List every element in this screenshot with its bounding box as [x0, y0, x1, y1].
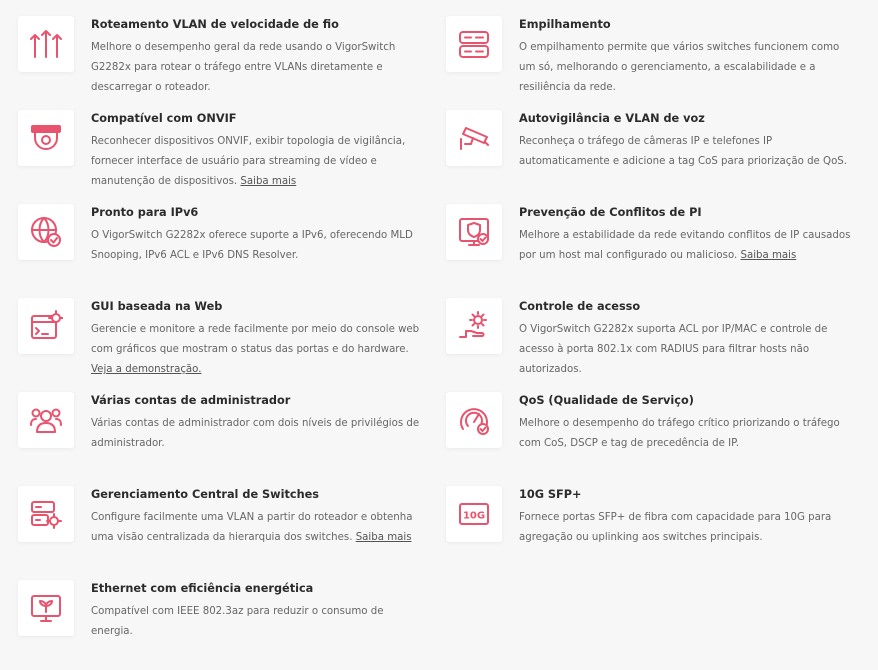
feature-vlan-routing: [18, 16, 428, 106]
description-text: Configure facilmente uma VLAN a partir do roteador e obtenha uma visão centralizada da hierarquia dos switches.: [91, 512, 413, 543]
feature-title: Autovigilância e VLAN de voz: [519, 112, 705, 125]
feature-icon-box: [446, 298, 502, 354]
description-text: Melhore a estabilidade da rede evitando conflitos de IP causados por um host mal configurado ou malicioso.: [519, 230, 851, 261]
feature-title: Pronto para IPv6: [91, 206, 199, 219]
feature-auto-vlan: [446, 110, 856, 200]
globe-check-icon: [29, 215, 63, 249]
feature-description: Compatível com IEEE 802.3az para reduzir o consumo de energia.: [91, 606, 384, 637]
feature-ipv6: [18, 204, 428, 294]
feature-icon-box: [18, 298, 74, 354]
feature-multi-admin: [18, 392, 428, 482]
feature-description: Melhore o desempenho geral da rede usando o VigorSwitch G2282x para rotear o tráfego entre VLANs diretamente e descarregar o roteador.: [91, 42, 396, 93]
description-text: Reconhecer dispositivos ONVIF, exibir topologia de vigilância, fornecer interface de usuário para streaming de vídeo e manutenção de dispositivos.: [91, 136, 406, 187]
learn-more-link[interactable]: Saiba mais: [240, 176, 297, 187]
feature-qos: [446, 392, 856, 482]
feature-description: O VigorSwitch G2282x suporta ACL por IP/MAC e controle de acesso à porta 802.1x com RADIUS para filtrar hosts não autorizados.: [519, 324, 828, 375]
feature-title: Compatível com ONVIF: [91, 112, 237, 125]
feature-title: Ethernet com eficiência energética: [91, 582, 314, 595]
feature-onvif: [18, 110, 428, 200]
feature-description: [519, 226, 854, 266]
feature-description: Melhore o desempenho do tráfego crítico priorizando o tráfego com CoS, DSCP e tag de precedência de IP.: [519, 418, 840, 449]
feature-title: Roteamento VLAN de velocidade de fio: [91, 18, 339, 31]
gauge-check-icon: [457, 403, 491, 437]
shield-monitor-icon: [457, 215, 491, 249]
feature-ip-conflict: [446, 204, 856, 294]
feature-energy: [18, 580, 428, 670]
server-stack-icon: [457, 27, 491, 61]
arrows-up-icon: [29, 27, 63, 61]
feature-stacking: [446, 16, 856, 106]
feature-title: Controle de acesso: [519, 300, 641, 313]
feature-icon-box: [446, 110, 502, 166]
feature-title: GUI baseada na Web: [91, 300, 223, 313]
feature-icon-box: [18, 110, 74, 166]
feature-central-mgmt: [18, 486, 428, 576]
feature-icon-box: [18, 392, 74, 448]
learn-more-link[interactable]: Saiba mais: [355, 532, 412, 543]
eco-monitor-icon: [29, 591, 63, 625]
users-icon: [29, 403, 63, 437]
feature-icon-box: [18, 486, 74, 542]
feature-access-control: [446, 298, 856, 388]
feature-title: QoS (Qualidade de Serviço): [519, 394, 694, 407]
feature-description: O empilhamento permite que vários switches funcionem como um só, melhorando o gerenciamento, a escalabilidade e a resiliência da rede.: [519, 42, 840, 93]
feature-title: Gerenciamento Central de Switches: [91, 488, 320, 501]
feature-title: Várias contas de administrador: [91, 394, 291, 407]
feature-sfp: [446, 486, 856, 576]
feature-description: [91, 320, 426, 380]
feature-icon-box: [18, 16, 74, 72]
feature-title: Empilhamento: [519, 18, 611, 31]
feature-icon-box: [18, 204, 74, 260]
sfp-port-icon: [457, 497, 491, 531]
feature-description: Fornece portas SFP+ de fibra com capacidade para 10G para agregação ou uplinking aos switches principais.: [519, 512, 832, 543]
feature-description: [91, 132, 426, 192]
feature-web-gui: [18, 298, 428, 388]
feature-icon-box: [18, 580, 74, 636]
feature-description: Reconheça o tráfego de câmeras IP e telefones IP automaticamente e adicione a tag CoS para priorização de QoS.: [519, 136, 848, 167]
description-text: Gerencie e monitore a rede facilmente por meio do console web com gráficos que mostram o status das portas e do hardware.: [91, 324, 420, 355]
hand-gear-icon: [457, 309, 491, 343]
dome-camera-icon: [29, 121, 63, 155]
feature-title: 10G SFP+: [519, 488, 582, 501]
feature-icon-box: [446, 16, 502, 72]
feature-title: Prevenção de Conflitos de PI: [519, 206, 702, 219]
switch-gear-icon: [29, 497, 63, 531]
browser-gear-icon: [29, 309, 63, 343]
cctv-camera-icon: [457, 121, 491, 155]
feature-icon-box: [446, 204, 502, 260]
sfp-icon-label: 10G: [462, 510, 486, 522]
feature-icon-box: [446, 486, 502, 542]
feature-icon-box: [446, 392, 502, 448]
demo-link[interactable]: Veja a demonstração.: [91, 364, 202, 375]
learn-more-link[interactable]: Saiba mais: [740, 250, 797, 261]
feature-description: [91, 508, 426, 548]
feature-description: O VigorSwitch G2282x oferece suporte a IPv6, oferecendo MLD Snooping, IPv6 ACL e IPv6 DNS Resolver.: [91, 230, 413, 261]
feature-description: Várias contas de administrador com dois níveis de privilégios de administrador.: [91, 418, 420, 449]
